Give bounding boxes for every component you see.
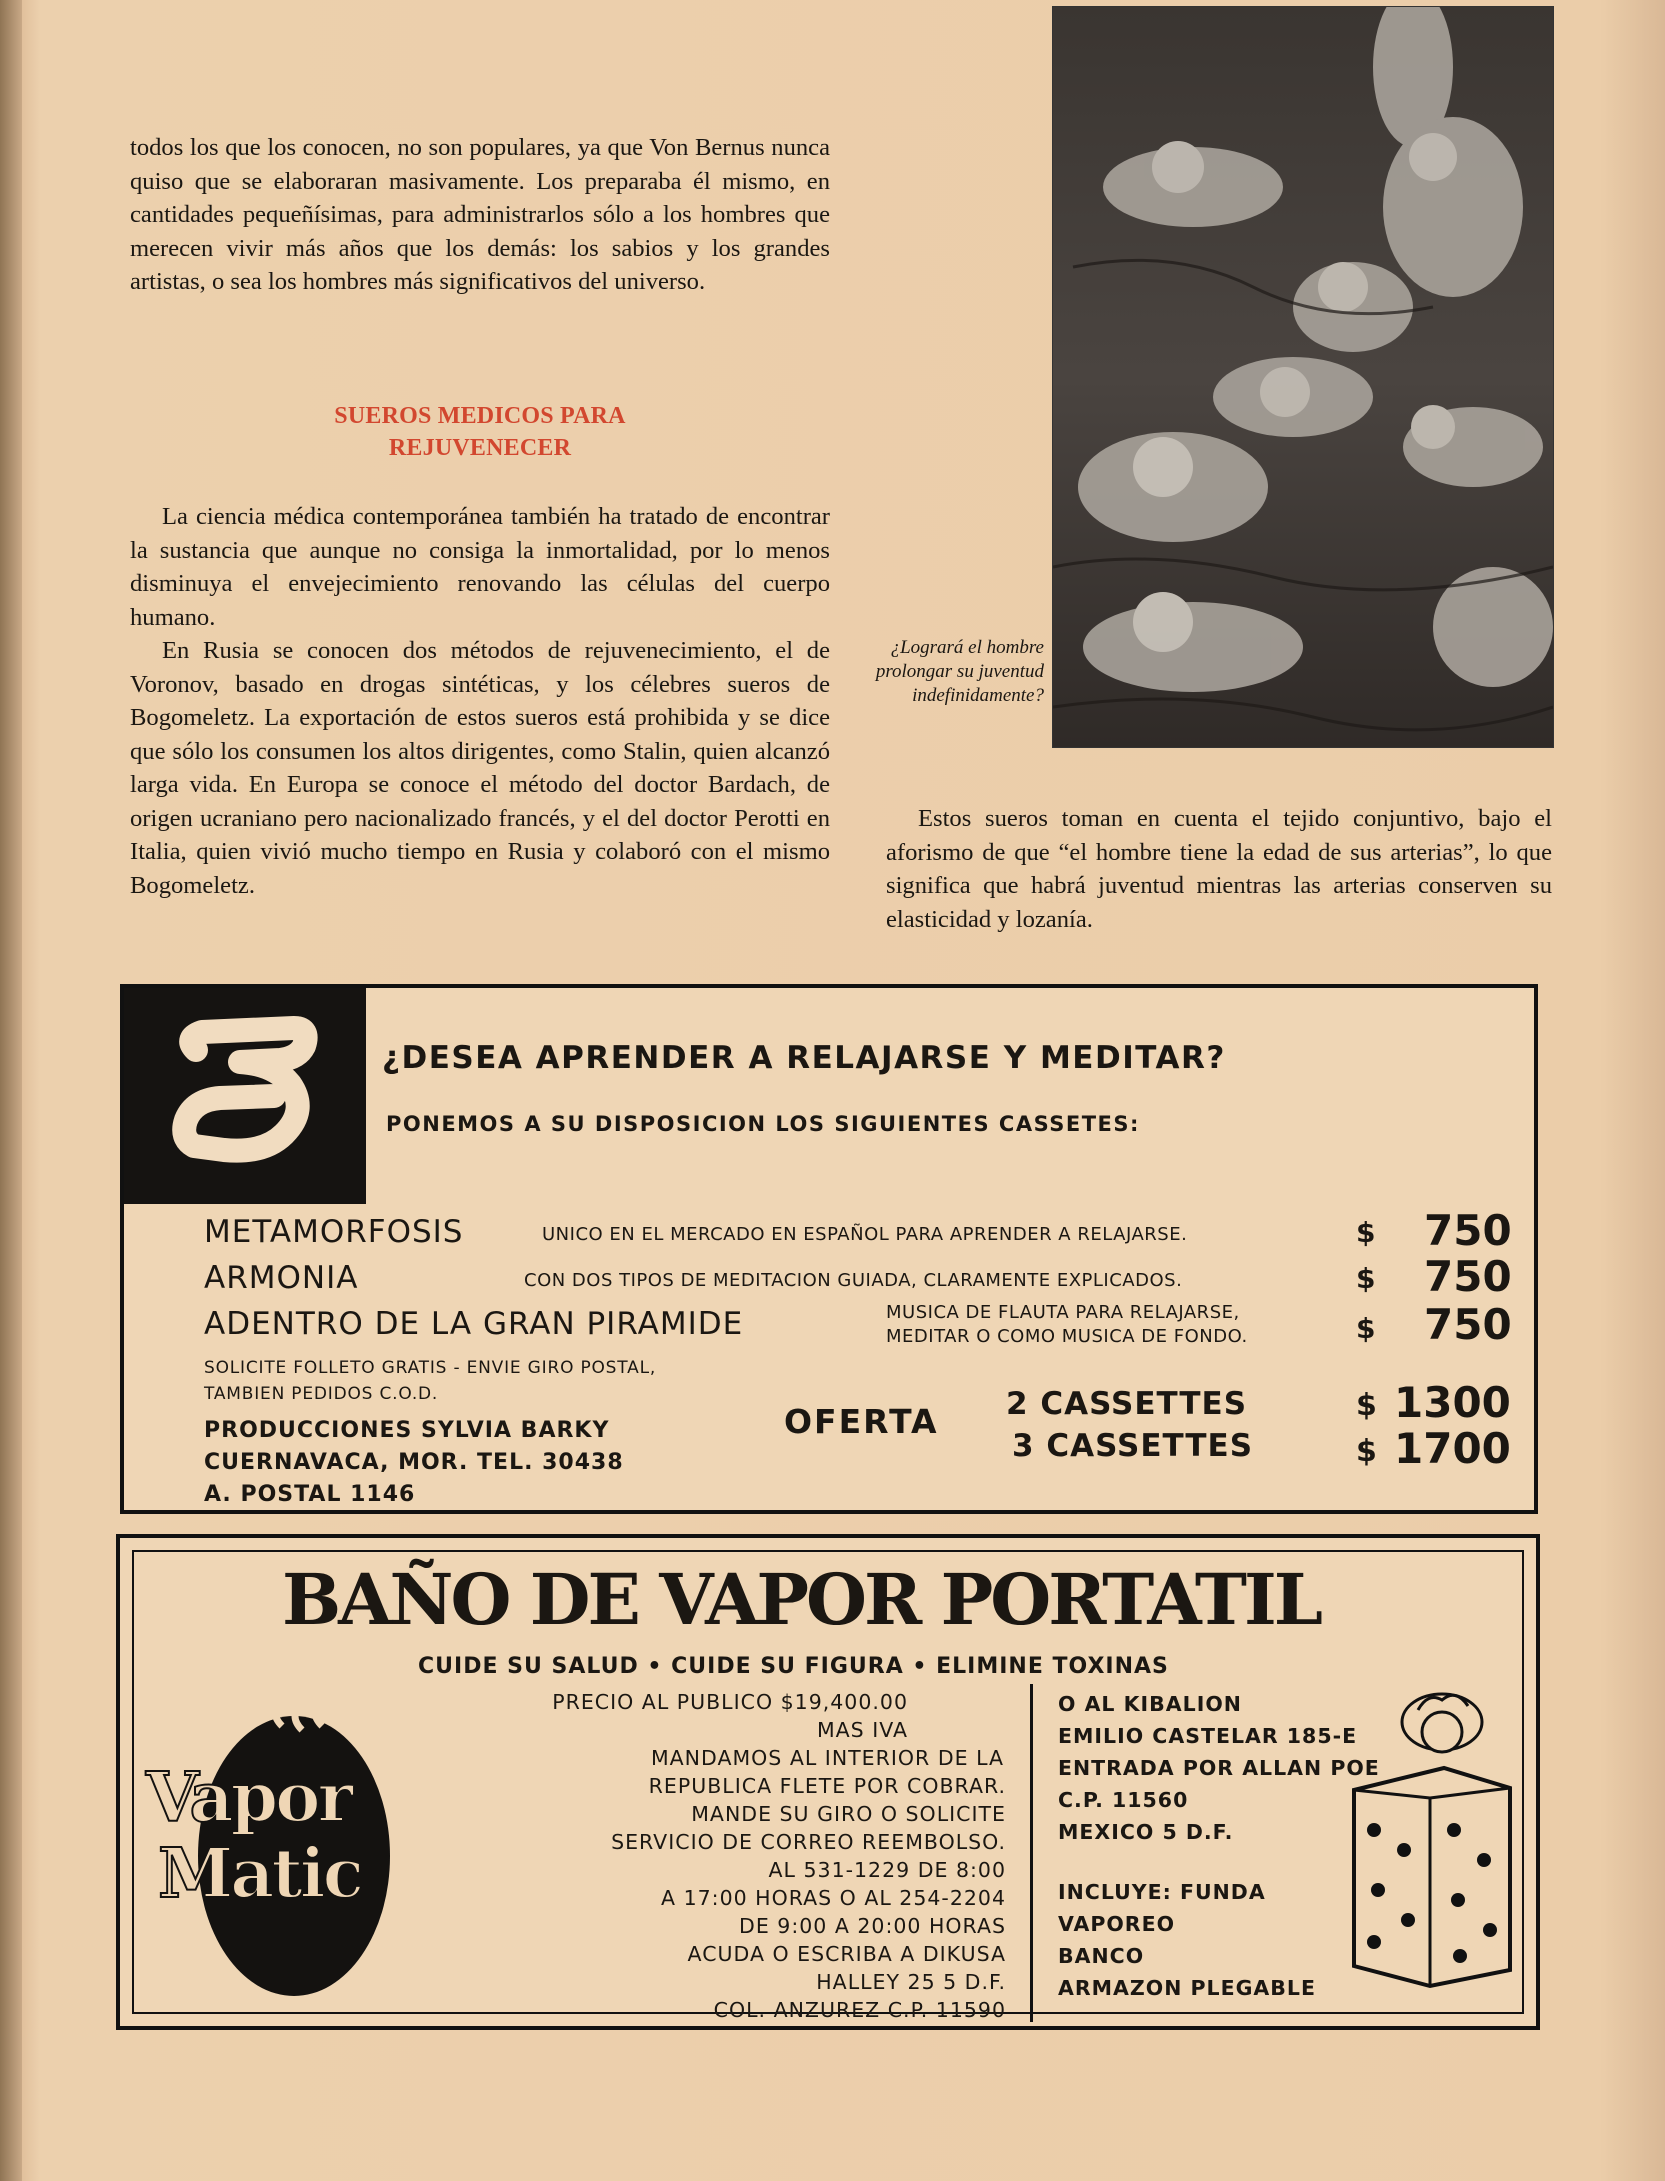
company-postal: A. POSTAL 1146 bbox=[204, 1482, 416, 1507]
vapor-tagline: CUIDE SU SALUD • CUIDE SU FIGURA • ELIMINE TOXINAS bbox=[418, 1654, 1169, 1679]
product-price: 750 bbox=[1424, 1300, 1512, 1349]
product-name: ARMONIA bbox=[204, 1260, 359, 1296]
article-paragraph: La ciencia médica contemporánea también ha tratado de encontrar la sustancia que aunque no consiga la inmortalidad, por lo menos disminuya el envejecimiento renovando las células del cuerpo humano. bbox=[130, 503, 830, 631]
article-column-left-bottom bbox=[130, 500, 830, 902]
vapor-ad-inner-frame bbox=[132, 1550, 1524, 2022]
offer-item: 3 CASSETTES bbox=[1012, 1428, 1254, 1464]
article-paragraph: Estos sueros toman en cuenta el tejido conjuntivo, bajo el aforismo de que “el hombre tiene la edad de sus arterias”, lo que significa que habrá juventud mientras las arterias conserven su elasticidad y lozanía. bbox=[886, 805, 1552, 933]
cassettes-ad bbox=[120, 984, 1538, 1514]
product-description: CON DOS TIPOS DE MEDITACION GUIADA, CLARAMENTE EXPLICADOS. bbox=[524, 1270, 1183, 1291]
logo-mark-icon bbox=[124, 988, 366, 1204]
offer-item: 2 CASSETTES bbox=[1006, 1386, 1248, 1422]
logo-text: Matic bbox=[158, 1834, 361, 1914]
product-currency: $ bbox=[1356, 1216, 1376, 1249]
page-spine bbox=[0, 0, 22, 2181]
product-price: 750 bbox=[1424, 1206, 1512, 1255]
photo-caption: ¿Logrará el hombre prolongar su juventud indefinidamente? bbox=[875, 637, 1044, 706]
photo-bathers bbox=[1052, 6, 1554, 748]
article-column-right bbox=[886, 802, 1552, 936]
section-heading: SUEROS MEDICOS PARA REJUVENECER bbox=[334, 403, 626, 461]
logo-text: Vapor bbox=[146, 1758, 351, 1838]
vapor-ad bbox=[116, 1534, 1540, 2030]
vapor-info-left: PRECIO AL PUBLICO $19,400.00 MAS IVA MANDAMOS AL INTERIOR DE LA REPUBLICA FLETE POR COBRAR. MANDE SU GIRO O SOLICITE SERVICIO DE CORREO REEMBOLSO. AL 531-1229 DE 8:00 A 17:00 HORAS O AL 254-2204 DE 9:00 A 20:00 HORAS ACUDA O ESCRIBA A DIKUSA HALLEY 25 5 D.F. COL. ANZUREZ C.P. 11590 bbox=[552, 1690, 1006, 2022]
article-column-left-top bbox=[130, 131, 830, 299]
folleto-note: SOLICITE FOLLETO GRATIS - ENVIE GIRO POSTAL, bbox=[204, 1358, 657, 1378]
product-description: UNICO EN EL MERCADO EN ESPAÑOL PARA APRENDER A RELAJARSE. bbox=[542, 1224, 1188, 1245]
company-name: PRODUCCIONES SYLVIA BARKY bbox=[204, 1418, 610, 1443]
product-name: METAMORFOSIS bbox=[204, 1214, 464, 1250]
photo-image bbox=[1053, 7, 1553, 747]
producer-logo bbox=[124, 988, 366, 1204]
folleto-note: TAMBIEN PEDIDOS C.O.D. bbox=[204, 1384, 439, 1404]
company-city: CUERNAVACA, MOR. TEL. 30438 bbox=[204, 1450, 624, 1475]
offer-price: 1300 bbox=[1394, 1378, 1511, 1427]
article-paragraph: todos los que los conocen, no son populares, ya que Von Bernus nunca quiso que se elaboraran masivamente. Los preparaba él mismo, en cantidades pequeñísimas, para administrarlos sólo a los hombres que merecen vivir más años que los demás: los sabios y los grandes artistas, o sea los hombres más significativos del universo. bbox=[130, 134, 830, 295]
offer-currency: $ bbox=[1356, 1388, 1377, 1423]
offer-currency: $ bbox=[1356, 1434, 1377, 1469]
product-description: MEDITAR O COMO MUSICA DE FONDO. bbox=[886, 1326, 1248, 1347]
cassettes-headline: ¿DESEA APRENDER A RELAJARSE Y MEDITAR? bbox=[382, 1040, 1226, 1076]
product-name: ADENTRO DE LA GRAN PIRAMIDE bbox=[204, 1306, 744, 1342]
vapor-title: BAÑO DE VAPOR PORTATIL bbox=[282, 1558, 1320, 1641]
offer-price: 1700 bbox=[1394, 1424, 1511, 1473]
product-currency: $ bbox=[1356, 1312, 1376, 1345]
product-price: 750 bbox=[1424, 1252, 1512, 1301]
offer-label: OFERTA bbox=[784, 1402, 939, 1441]
vapor-info-right: O AL KIBALION EMILIO CASTELAR 185-E ENTRADA POR ALLAN POE C.P. 11560 MEXICO 5 D.F. INCLUYE: FUNDA VAPOREO BANCO ARMAZON PLEGABLE bbox=[1058, 1692, 1380, 2000]
cassettes-subhead: PONEMOS A SU DISPOSICION LOS SIGUIENTES CASSETES: bbox=[386, 1112, 1140, 1136]
vapor-divider bbox=[1030, 1684, 1033, 2022]
product-currency: $ bbox=[1356, 1262, 1376, 1295]
steam-cabinet-illustration bbox=[1334, 1680, 1524, 1990]
article-paragraph: En Rusia se conocen dos métodos de rejuvenecimiento, el de Voronov, basado en drogas sintéticas, y los célebres sueros de Bogomeletz. La exportación de estos sueros está prohibida y se dice que sólo los consumen los altos dirigentes, como Stalin, quien alcanzó larga vida. En Europa se conoce el método del doctor Bardach, de origen ucraniano pero nacionalizado francés, y el del doctor Perotti en Italia, quien vivió mucho tiempo en Rusia y colaboró con el mismo Bogomeletz. bbox=[130, 637, 830, 899]
product-description: MUSICA DE FLAUTA PARA RELAJARSE, bbox=[886, 1302, 1240, 1323]
